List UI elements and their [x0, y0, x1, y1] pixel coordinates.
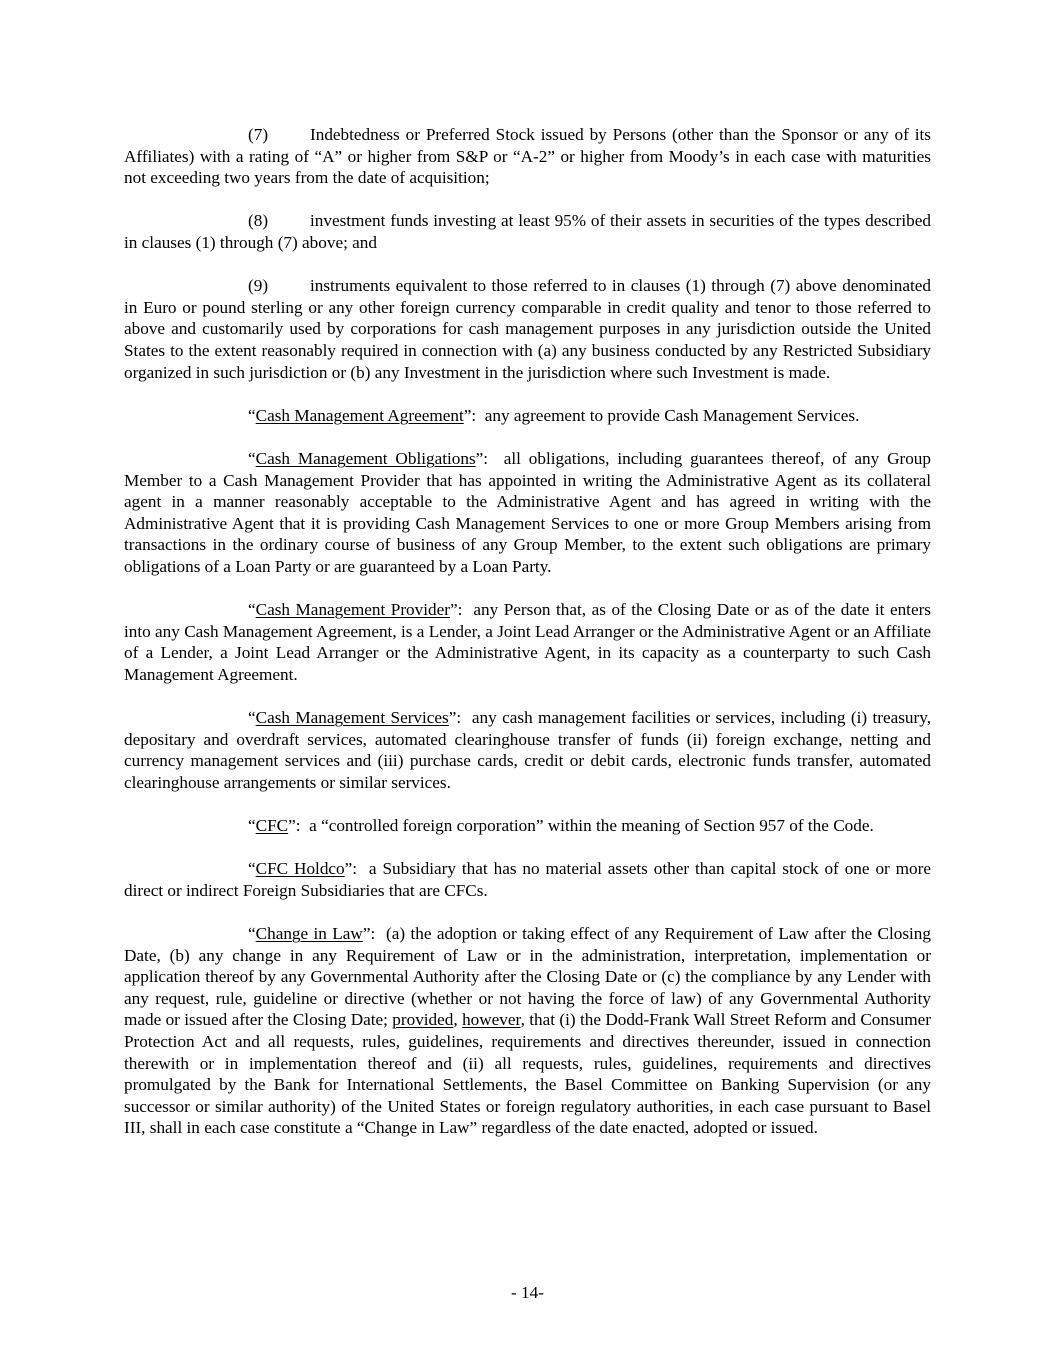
close-quote: ”:	[449, 600, 463, 620]
definition-text: any Person that, as of the Closing Date or as of the date it enters into any Cash Management Agreement, is a Lender, a Joint Lead Arranger or the Administrative Agent or an Affiliate of a Lender, a Joint Lead Arranger or the Administrative Agent, in its capacity as a counterparty to such Cash Management Agreement.	[124, 600, 936, 684]
definition-cash-management-obligations	[124, 448, 936, 578]
open-quote: “	[248, 448, 256, 468]
document-body	[124, 124, 936, 1139]
however-term: however	[462, 1010, 521, 1030]
definition-cash-management-services	[124, 707, 936, 793]
close-quote: ”:	[475, 448, 489, 468]
close-quote: ”:	[448, 708, 462, 728]
open-quote: “	[248, 816, 256, 835]
close-quote: ”:	[344, 859, 358, 879]
definition-cfc	[124, 815, 931, 837]
definition-text: all obligations, including guarantees thereof, of any Group Member to a Cash Management Provider that has appointed in writing the Administrative Agent as its collateral agent in a manner reasonably acceptable to the Administrative Agent and has agreed in writing with the Administrative Agent that it is providing Cash Management Services to one or more Group Members arising from transactions in the ordinary course of business of any Group Member, to the extent such obligations are primary obligations of a Loan Party or are guaranteed by a Loan Party.	[124, 448, 936, 576]
page-number: - 14-	[511, 1283, 544, 1302]
open-quote: “	[248, 405, 256, 425]
defined-term: CFC Holdco	[255, 859, 345, 879]
close-quote: ”:	[362, 923, 376, 943]
clause-number: (8)	[248, 211, 269, 231]
clause-9	[124, 275, 931, 383]
definition-text: a “controlled foreign corporation” within the meaning of Section 957 of the Code.	[300, 816, 874, 835]
defined-term: CFC	[255, 816, 289, 835]
comma-separator: ,	[453, 1010, 463, 1030]
clause-8	[124, 210, 931, 253]
definition-cash-management-provider	[124, 599, 936, 685]
clause-text: Indebtedness or Preferred Stock issued by Persons (other than the Sponsor or any of its Affiliates) with a rating of “A” or higher from S&P or “A-2” or higher from Moody’s in each case with maturities not exceeding two years from the date of acquisition;	[124, 125, 931, 188]
clause-number: (7)	[248, 125, 269, 144]
clause-7	[124, 124, 931, 189]
open-quote: “	[248, 600, 256, 620]
open-quote: “	[248, 923, 256, 943]
definition-text: a Subsidiary that has no material assets other than capital stock of one or more direct or indirect Foreign Subsidiaries that are CFCs.	[124, 859, 936, 900]
defined-term: Cash Management Provider	[255, 600, 450, 620]
defined-term: Cash Management Obligations	[255, 448, 476, 468]
clause-text: instruments equivalent to those referred to in clauses (1) through (7) above denominated in Euro or pound sterling or any other foreign currency comparable in credit quality and tenor to those referred to above and customarily used by corporations for cash management purposes in any jurisdiction outside the United States to the extent reasonably required in connection with (a) any business conducted by any Restricted Subsidiary organized in such jurisdiction or (b) any Investment in the jurisdiction where such Investment is made.	[124, 276, 931, 382]
open-quote: “	[248, 859, 256, 879]
clause-text: investment funds investing at least 95% of their assets in securities of the types described in clauses (1) through (7) above; and	[124, 211, 931, 252]
clause-number: (9)	[248, 276, 269, 296]
defined-term: Cash Management Agreement	[255, 405, 464, 425]
definition-cash-management-agreement	[124, 405, 931, 427]
definition-text: (a) the adoption or taking effect of any Requirement of Law after the Closing Date, (b) any change in any Requirement of Law or in the administration, interpretation, implementation or application thereof by any Governmental Authority after the Closing Date or (c) the compliance by any Lender with any request, rule, guideline or directive (whether or not having the force of law) of any Governmental Authority made or issued after the Closing Date;	[124, 923, 936, 1030]
close-quote: ”:	[463, 405, 477, 425]
defined-term: Cash Management Services	[255, 708, 449, 728]
definition-cfc-holdco	[124, 858, 936, 901]
definition-text-continued: , that (i) the Dodd-Frank Wall Street Reform and Consumer Protection Act and all requests, rules, guidelines, requirements and directives thereunder, issued in connection therewith or in implementation thereof and (ii) all requests, rules, guidelines, requirements and directives promulgated by the Bank for International Settlements, the Basel Committee on Banking Supervision (or any successor or similar authority) of the United States or foreign regulatory authorities, in each case pursuant to Basel III, shall in each case constitute a “Change in Law” regardless of the date enacted, adopted or issued.	[124, 1010, 931, 1138]
definition-change-in-law	[124, 923, 936, 1139]
provided-term: provided	[392, 1010, 454, 1030]
definition-text: any agreement to provide Cash Management Services.	[476, 405, 860, 425]
close-quote: ”:	[288, 816, 301, 835]
open-quote: “	[248, 708, 256, 728]
defined-term: Change in Law	[255, 923, 363, 943]
definition-text: any cash management facilities or services, including (i) treasury, depositary and overdraft services, automated clearinghouse transfer of funds (ii) foreign exchange, netting and currency management services and (iii) purchase cards, credit or debit cards, electronic funds transfer, automated clearinghouse arrangements or similar services.	[124, 708, 936, 792]
